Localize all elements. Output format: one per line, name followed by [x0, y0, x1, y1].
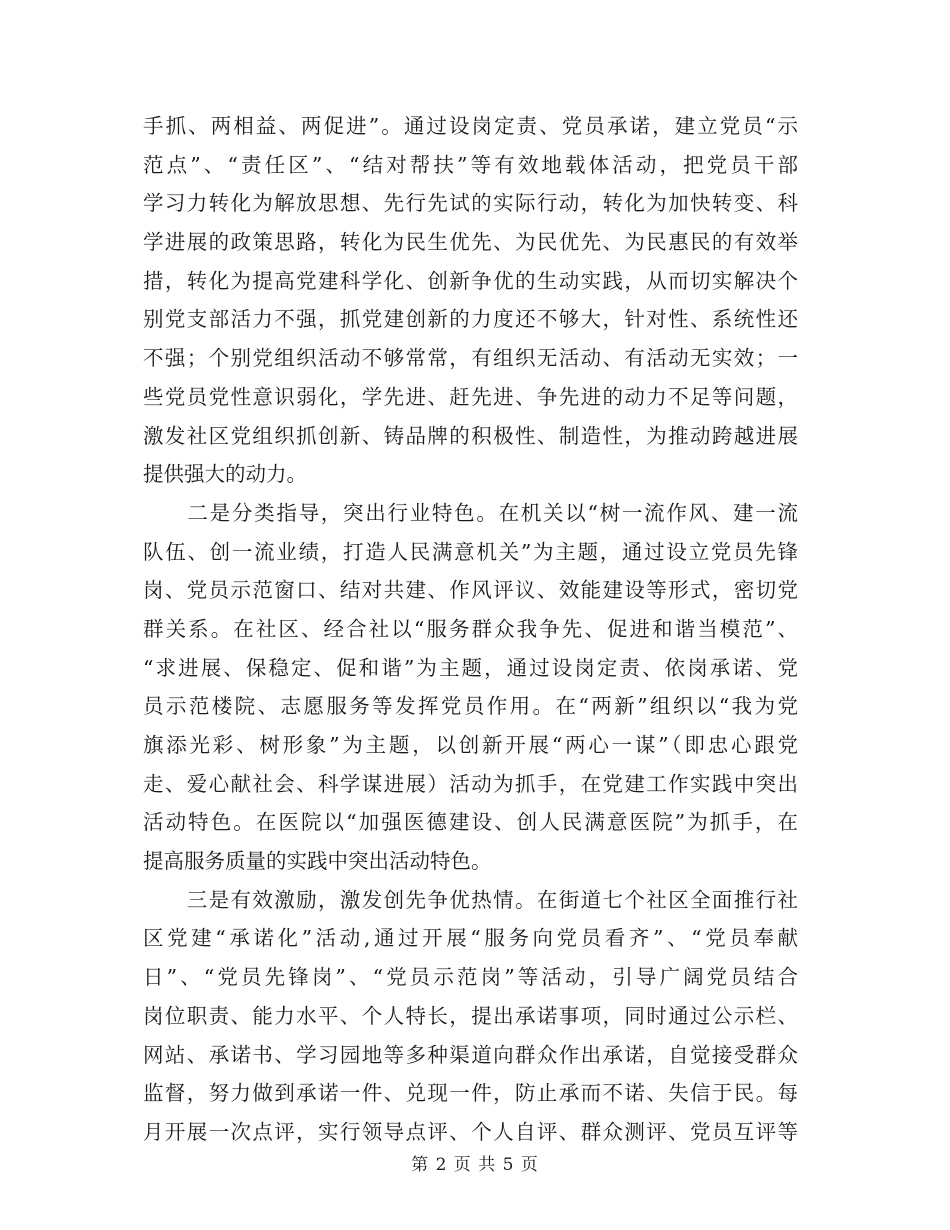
text-line: 些党员党性意识弱化，学先进、赶先进、争先进的动力不足等问题，: [143, 384, 798, 409]
text-line: 群关系。在社区、经合社以“服务群众我争先、促进和谐当模范”、: [143, 616, 798, 641]
text-line: 手抓、两相益、两促进”。通过设岗定责、党员承诺，建立党员“示: [143, 114, 798, 138]
text-line: 三是有效激励，激发创先争优热情。在街道七个社区全面推行社: [143, 887, 798, 912]
text-line: 岗、党员示范窗口、结对共建、作风评议、效能建设等形式，密切党: [143, 578, 798, 603]
text-line: 学习力转化为解放思想、先行先试的实际行动，转化为加快转变、科: [143, 191, 798, 216]
text-line: 网站、承诺书、学习园地等多种渠道向群众作出承诺，自觉接受群众: [143, 1042, 798, 1067]
text-line: 员示范楼院、志愿服务等发挥党员作用。在“两新”组织以“我为党: [143, 694, 798, 719]
text-line: 旗添光彩、树形象”为主题，以创新开展“两心一谋”（即忠心跟党: [143, 733, 798, 757]
text-line: 岗位职责、能力水平、个人特长，提出承诺事项，同时通过公示栏、: [143, 1003, 798, 1028]
page-footer: 第 2 页 共 5 页: [411, 1155, 539, 1175]
text-line: 措，转化为提高党建科学化、创新争优的生动实践，从而切实解决个: [143, 268, 798, 293]
text-line: 提供强大的动力。: [143, 462, 307, 487]
text-line: 范点”、“责任区”、“结对帮扶”等有效地载体活动，把党员干部: [143, 152, 798, 177]
text-line: 区党建“承诺化”活动,通过开展“服务向党员看齐”、“党员奉献: [143, 926, 798, 951]
text-line: 月开展一次点评，实行领导点评、个人自评、群众测评、党员互评等: [143, 1119, 798, 1144]
text-line: 提高服务质量的实践中突出活动特色。: [143, 849, 492, 874]
text-line: 学进展的政策思路，转化为民生优先、为民优先、为民惠民的有效举: [143, 230, 798, 255]
text-line: 走、爱心献社会、科学谋进展）活动为抓手，在党建工作实践中突出: [143, 771, 798, 796]
text-line: 别党支部活力不强，抓党建创新的力度还不够大，针对性、系统性还: [143, 307, 798, 332]
text-line: 激发社区党组织抓创新、铸品牌的积极性、制造性，为推动跨越进展: [143, 423, 798, 448]
text-line: 二是分类指导，突出行业特色。在机关以“树一流作风、建一流: [143, 500, 798, 525]
text-line: 队伍、创一流业绩，打造人民满意机关”为主题，通过设立党员先锋: [143, 539, 798, 564]
text-line: 日”、“党员先锋岗”、“党员示范岗”等活动，引导广阔党员结合: [143, 965, 798, 990]
text-line: 不强；个别党组织活动不够常常，有组织无活动、有活动无实效；一: [143, 346, 798, 371]
text-line: 活动特色。在医院以“加强医德建设、创人民满意医院”为抓手，在: [143, 810, 798, 835]
text-line: “求进展、保稳定、促和谐”为主题，通过设岗定责、依岗承诺、党: [143, 655, 798, 680]
body-text: [143, 107, 798, 1152]
text-line: 监督，努力做到承诺一件、兑现一件，防止承而不诺、失信于民。每: [143, 1081, 798, 1106]
